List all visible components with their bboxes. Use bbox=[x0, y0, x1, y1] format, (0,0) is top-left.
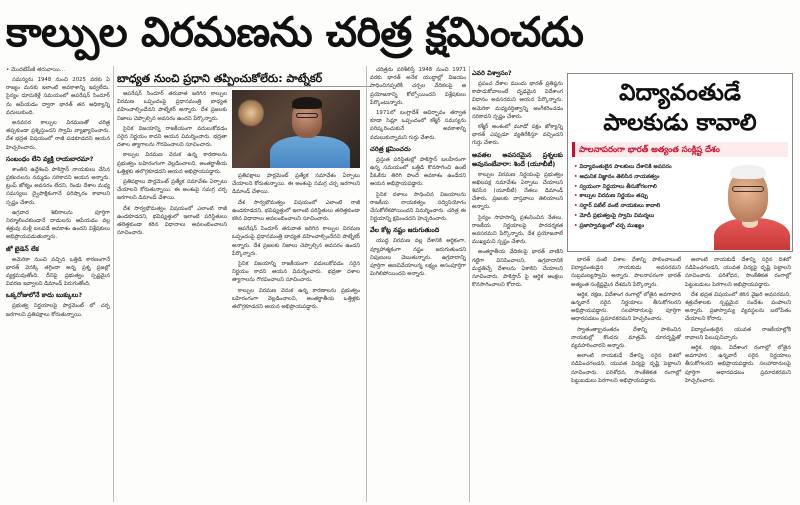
swamy-paragraph: దేశ భద్రత విషయంలో కఠిన వైఖరి అవసరమని, శత్రుదేశాలకు స్పష్టమైన సందేశం పంపాలని అన్నారు. ప్రజాస్వామ్య వ్యవస్థలను బలోపేతం చేయాలని కోరారు. bbox=[685, 291, 791, 323]
article2-paragraph: కాల్పుల విరమణ వెనుక ఉన్న కారణాలను ప్రభుత్వం బహిరంగంగా వెల్లడించాలని, అంతర్జాతీయ ఒత్తిళ్లకు తలొగ్గకూడదని ఆయన అభిప్రాయపడ్డారు. bbox=[117, 152, 227, 175]
col4-paragraph: ప్రస్తుత పరిస్థితుల్లో పాకిస్తాన్ బలహీనంగా ఉన్న సమయంలో ఒత్తిడి కొనసాగించి ఉంటే పీఓకేను తిరిగి పొందే అవకాశం ఉండేదని ఆయన అభిప్రాయపడ్డారు. bbox=[370, 156, 466, 188]
column-divider bbox=[113, 66, 114, 502]
col5-paragraph: కశ్మీర్ అంశంలో మూడో పక్షం జోక్యాన్ని భారత్ ఎప్పుడూ వ్యతిరేకిస్తూ వచ్చిందని గుర్తు చేశారు. bbox=[472, 124, 563, 147]
swamy-paragraph: అలాంటి నాయకుడే దేశాన్ని సరైన దిశలో నడిపించగలడని, యువత విద్యపై దృష్టి పెట్టాలని సూచించారు. పరిశోధన, సాంకేతికత రంగాల్లో పెట్టుబడులు పెరగాలని అభిప్రాయపడ్డారు. bbox=[685, 257, 791, 288]
swamy-paragraph: విద్యావంతులైన యువత రాజకీయాల్లోకి రావాలని పిలుపునిచ్చారు. bbox=[685, 326, 791, 341]
col1-paragraph: అమెరికా నుంచి వచ్చిన ఒత్తిడి కారణంగానే భారత్ వెనక్కి తగ్గిందా అన్న ప్రశ్న ప్రజల్లో వ్యక్తమవుతోంది. దీనిపై ప్రభుత్వం స్పష్టమైన వివరణ ఇవ్వాలని డిమాండ్ పెరుగుతోంది. bbox=[6, 256, 110, 288]
article2-paragraph: ప్రతిపక్షాలు పార్లమెంట్ ప్రత్యేక సమావేశం ఏర్పాటు చేయాలని కోరుతున్నాయి. ఈ అంశంపై సమగ్ర చర్చ జరగాలని డిమాండ్ చేశాయి. bbox=[117, 179, 227, 202]
col5-paragraph: అంతర్జాతీయ వేదికలపై భారత్ వాణిని గట్టిగా వినిపించాలని, ఉగ్రవాదానికి మద్దతిచ్చే దేశాలను ఏకాకిని చేయాలని సూచించారు. పాకిస్తాన్ పై ఆర్థిక ఆంక్షలు కొనసాగించాలని కోరారు. bbox=[472, 249, 563, 289]
article2-paragraph: దేశ సార్వభౌమత్వం విషయంలో ఎలాంటి రాజీ ఉండకూడదని, భవిష్యత్తులో ఇలాంటి పరిస్థితులు తలెత్తకుండా కఠిన విధానాలు అవలంబించాలని సూచించారు. bbox=[117, 205, 227, 237]
col1-subheading: ఒక్కరోజులోనే కాదు బుక్కులు? bbox=[6, 291, 83, 300]
box-bullet: • సర్దార్ పటేల్ వంటి నాయకులు కావాలి bbox=[574, 202, 709, 210]
swamy-paragraph: అలాంటి నాయకుడే దేశాన్ని సరైన దిశలో నడిపించగలడని, యువత విద్యపై దృష్టి పెట్టాలని సూచించారు. పరిశోధన, సాంకేతికత రంగాల్లో పెట్టుబడులు పెరగాలని అభిప్రాయపడ్డారు. bbox=[571, 353, 681, 384]
col1-paragraph: శాంతిని ఉద్దేశించి పాకిస్తాన్ నాయకులు చేసిన ప్రకటనలను నమ్మడం సరికాదని ఆయన అన్నారు. ట్రంప్ జోక్యం అవసరం లేదని, రెండు దేశాల మధ్య సమస్యలు ద్వైపాక్షికంగానే పరిష్కారం కావాలని స్పష్టం చేశారు. bbox=[6, 166, 110, 206]
article2-paragraph: ప్రతిపక్షాలు పార్లమెంట్ ప్రత్యేక సమావేశం ఏర్పాటు చేయాలని కోరుతున్నాయి. ఈ అంశంపై సమగ్ర చర్చ జరగాలని డిమాండ్ చేశాయి. bbox=[232, 173, 360, 196]
article2-paragraph: కాల్పుల విరమణ వెనుక ఉన్న కారణాలను ప్రభుత్వం బహిరంగంగా వెల్లడించాలని, అంతర్జాతీయ ఒత్తిళ్లకు తలొగ్గకూడదని ఆయన అభిప్రాయపడ్డారు. bbox=[232, 287, 360, 311]
article2-second-column bbox=[232, 172, 360, 502]
col1-subheading: సంబంధం లేని వ్యక్తి రాయబారమా? bbox=[6, 154, 94, 163]
swamy-photo bbox=[714, 160, 790, 250]
col1-subheading: జో బైడెన్ లేక bbox=[6, 244, 39, 253]
swamy-paragraph: ఆర్థిక, రక్షణ, విదేశాంగ రంగాల్లో లోతైన అవగాహన ఉన్నవారే సరైన నిర్ణయాలు తీసుకోగలరని అభిప్రాయపడ్డారు. సలహాదారులపై పూర్తిగా ఆధారపడటం ప్రమాదకరమని హెచ్చరించారు. bbox=[685, 345, 791, 384]
swamy-paragraph: స్వాతంత్య్రానంతరం దేశాన్ని పాలించిన నాయకుల్లో కొందరు మాత్రమే దూరదృష్టితో వ్యవహరించారని అన్నారు. bbox=[571, 326, 681, 350]
col1-paragraph: అనవసర కాల్పుల విరమణతో చరిత్ర తప్పకుండా ప్రశ్నిస్తుందని స్వామి వ్యాఖ్యానించారు. దేశ భద్రత విషయంలో రాజీ పడకూడదని ఆయన హెచ్చరించారు. bbox=[6, 120, 110, 151]
col4-paragraph: చరిత్రను పరిశీలిస్తే 1948 నుంచి 1971 వరకు భారత్ అనేక యుద్ధాల్లో విజయం సాధించినప్పటికీ చర్చల వేదికలపై ఆ ప్రయోజనాన్ని కోల్పోయిందని విశ్లేషకులు పేర్కొంటున్నారు. bbox=[370, 67, 466, 106]
col1-paragraph: ప్రభుత్వ నిర్ణయాలపై పార్లమెంట్ లో చర్చ జరగాలని ప్రతిపక్షాలు కోరుతున్నాయి. bbox=[6, 303, 110, 318]
col4-paragraph: 1971లో బంగ్లాదేశ్ ఆవిర్భావం తర్వాత కూడా సిమ్లా ఒప్పందంలో కశ్మీర్ సమస్యను పరిష్కరించుకునే అవకాశాన్ని వదులుకున్నామని గుర్తు చేశారు. bbox=[370, 110, 466, 141]
article2-paragraph: సైనిక విజయాన్ని రాజకీయంగా వదులుకోవడం సరైన నిర్ణయం కాదని ఆయన విమర్శించారు. భద్రతా దళాల త్యాగాలను గౌరవించాలని సూచించారు. bbox=[232, 261, 360, 284]
article2-paragraph: ఆపరేషన్ సిందూర్ తరువాత జరిగిన కాల్పుల విరమణ ఒప్పందంపై ప్రధానమంత్రి బాధ్యత వహించాల్సిందేనని పాట్నేకర్ అన్నారు. దేశ ప్రజలకు నిజాలు చెప్పాల్సిన అవసరం ఉందని పేర్కొన్నారు. bbox=[232, 226, 360, 257]
patnekar-photo bbox=[232, 90, 360, 168]
column-1 bbox=[6, 66, 110, 502]
article2-headline: బాధ్యత నుంచి ప్రధాని తప్పించుకోలేరు: పాట్నేకర్ bbox=[117, 71, 371, 87]
col1-paragraph: ఉగ్రవాద శిబిరాలను పూర్తిగా నిర్మూలించకుండానే దాడులను ఆపేయడం వల్ల శత్రువు మళ్లీ బలపడే అవకాశం ఉందని విశ్లేషకులు అభిప్రాయపడుతున్నారు. bbox=[6, 209, 110, 241]
column-5 bbox=[472, 66, 563, 502]
box-bullet: • ఆధునిక విజ్ఞానం తెలిసిన నాయకత్వం bbox=[574, 173, 709, 181]
article2-paragraph: ఆపరేషన్ సిందూర్ తరువాత జరిగిన కాల్పుల విరమణ ఒప్పందంపై ప్రధానమంత్రి బాధ్యత వహించాల్సిందేనని పాట్నేకర్ అన్నారు. దేశ ప్రజలకు నిజాలు చెప్పాల్సిన అవసరం ఉందని పేర్కొన్నారు. bbox=[117, 91, 227, 122]
box-title-line1: విద్యావంతుడే bbox=[619, 80, 741, 106]
box-bullet: • స్వయంగా నిర్ణయాలు తీసుకోగలగాలి bbox=[574, 183, 709, 191]
column-divider bbox=[469, 66, 470, 502]
main-headline: కాల్పుల విరమణను చరిత్ర క్షమించదు bbox=[6, 8, 584, 56]
swamy-paragraph: భారత్ వంటి విశాల దేశాన్ని పాలించాలంటే విద్యావంతుడైన నాయకుడు అవసరమని సుబ్రమణ్యస్వామి అన్నారు. పాలనాపరంగా భారత్ అత్యంత సంక్లిష్టమైన దేశమని పేర్కొన్నారు. bbox=[571, 257, 681, 288]
continuation-byline: • మొదటిపేజీ తరువాయి... bbox=[6, 67, 66, 73]
swamy-article-left-column bbox=[571, 256, 681, 387]
col1-paragraph: సమస్యను 1948 నుంచి 2025 వరకు ఏ రాజ్యం మనకు ఇలాంటి అవకాశాన్ని ఇవ్వలేదు. సైన్యం దూసుకెళ్లే సమయంలో ఆపరేషన్ సిందూర్ ను ఆపేయడం ద్వారా భారత్ తన ఆధిక్యాన్ని వదులుకుంది. bbox=[6, 77, 110, 116]
column-4 bbox=[370, 66, 466, 502]
col5-paragraph: ప్రపంచ దేశాల ముందు భారత్ ప్రతిష్ఠను కాపాడుకోవాలంటే దృఢమైన విదేశాంగ విధానం అవసరమని ఆయన పేర్కొన్నారు. అమెరికా మధ్యవర్తిత్వాన్ని అంగీకరించడం సరికాదని స్పష్టం చేశారు. bbox=[472, 81, 563, 120]
col4-paragraph: సైనిక దళాలు సాధించిన విజయాలను రాజకీయ నాయకత్వం సద్వినియోగం చేసుకోలేకపోయిందని విమర్శించారు. చరిత్ర ఈ నిర్ణయాన్ని క్షమించదని హెచ్చరించారు. bbox=[370, 191, 466, 223]
column-divider bbox=[366, 66, 367, 502]
col5-paragraph: కాల్పుల విరమణ నిర్ణయంపై ప్రభుత్వం అఖిలపక్ష సమావేశం ఏర్పాటు చేయాలని శివసేన (యూబీటీ) నేతలు డిమాండ్ చేశారు. ప్రజలకు వాస్తవాలు తెలియాలని అన్నారు. bbox=[472, 171, 563, 211]
col5-subheading: అవతల అవసరమైన ప్రశ్నలకు అవునంటేవారా: శిందే (యూబీటీ) bbox=[472, 150, 563, 168]
box-bullet: • విద్యావంతులైన పాలకులు దేశానికి అవసరం bbox=[574, 163, 709, 171]
article2-paragraph: దేశ సార్వభౌమత్వం విషయంలో ఎలాంటి రాజీ ఉండకూడదని, భవిష్యత్తులో ఇలాంటి పరిస్థితులు తలెత్తకుండా కఠిన విధానాలు అవలంబించాలని సూచించారు. bbox=[232, 199, 360, 223]
box-bullet: • మోదీ ప్రభుత్వంపై స్వామి విమర్శలు bbox=[574, 212, 709, 220]
col4-subheading: వేల కోట్ల నష్టం జరుగుతుంది bbox=[370, 226, 440, 235]
box-title-line2: పాలకుడు కావాలి bbox=[603, 110, 757, 136]
swamy-article-right-column bbox=[685, 256, 791, 387]
article2-lead-column bbox=[117, 90, 227, 502]
article2-paragraph: సైనిక విజయాన్ని రాజకీయంగా వదులుకోవడం సరైన నిర్ణయం కాదని ఆయన విమర్శించారు. భద్రతా దళాల త్యాగాలను గౌరవించాలని సూచించారు. bbox=[117, 125, 227, 149]
swamy-paragraph: ఆర్థిక, రక్షణ, విదేశాంగ రంగాల్లో లోతైన అవగాహన ఉన్నవారే సరైన నిర్ణయాలు తీసుకోగలరని అభిప్రాయపడ్డారు. సలహాదారులపై పూర్తిగా ఆధారపడటం ప్రమాదకరమని హెచ్చరించారు. bbox=[571, 291, 681, 323]
box-bullet-list bbox=[574, 163, 709, 232]
col4-subheading: చరిత్ర క్షమించదు bbox=[370, 144, 411, 153]
col4-paragraph: యుద్ధ విరమణ వల్ల దేశానికి ఆర్థికంగా, వ్యూహాత్మకంగా నష్టం జరుగుతుందని నిపుణులు చెబుతున్నారు. ఉగ్రవాదాన్ని పూర్తిగా అణచివేయాలన్న లక్ష్యం అసంపూర్తిగా మిగిలిపోయిందని అన్నారు. bbox=[370, 238, 466, 278]
box-bullet: • కాల్పుల విరమణ నిర్ణయం తప్పు bbox=[574, 192, 709, 200]
col5-subheading: ఎవరి విశ్వాసం? bbox=[472, 69, 512, 77]
swamy-article-body bbox=[567, 256, 793, 501]
box-red-strip: పాలనాపరంగా భారత్ అత్యంత సంక్లిష్ట దేశం bbox=[572, 142, 788, 157]
box-bullet: • ప్రజాస్వామ్యంలో చర్చ ముఖ్యం bbox=[574, 222, 709, 230]
swamy-feature-box bbox=[567, 73, 793, 252]
col5-paragraph: సైన్యం సాహసాన్ని ప్రశంసించిన నేతలు, రాజకీయ నిర్ణయాలపై పారదర్శకత అవసరమని పేర్కొన్నారు. దేశ ప్రయోజనాలే ముఖ్యమని స్పష్టం చేశారు. bbox=[472, 214, 563, 246]
